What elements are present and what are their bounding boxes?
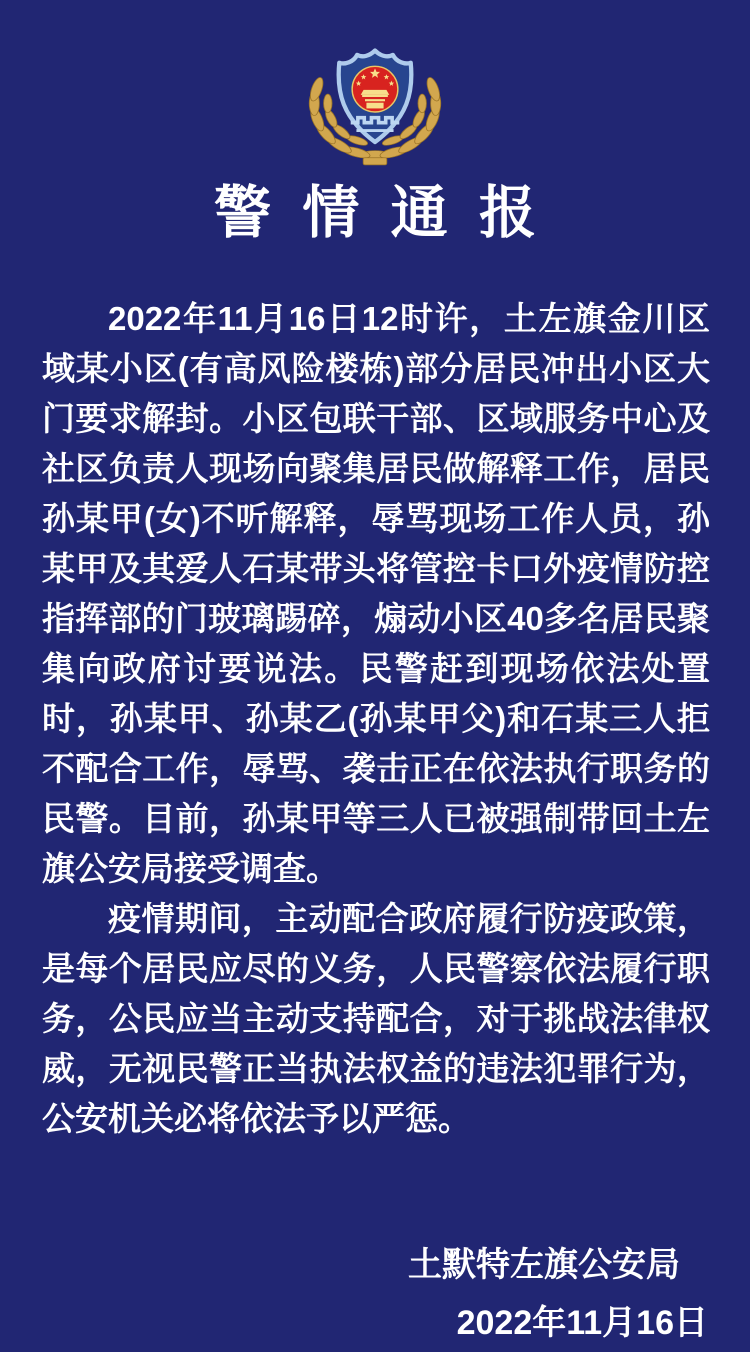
paragraph-statement: 疫情期间，主动配合政府履行防疫政策，是每个居民应尽的义务，人民警察依法履行职务，公民应当主动支持配合，对于挑战法律权威，无视民警正当执法权益的违法犯罪行为，公安机关必将依法予以严惩。 bbox=[42, 899, 710, 1137]
paragraph-incident: 2022年11月16日12时许，土左旗金川区域某小区(有高风险楼栋)部分居民冲出小区大门要求解封。小区包联干部、区域服务中心及社区负责人现场向聚集居民做解释工作，居民孙某甲(女)不听解释，辱骂现场工作人员，孙某甲及其爱人石某带头将管控卡口外疫情防控指挥部的门玻璃踢碎，煽动小区40多名居民聚集向政府讨要说法。民警赶到现场依法处置时，孙某甲、孙某乙(孙某甲父)和石某三人拒不配合工作，辱骂、袭击正在依法执行职务的民警。目前，孙某甲等三人已被强制带回土左旗公安局接受调查。 bbox=[42, 299, 710, 887]
issue-date: 2022年11月16日 bbox=[456, 1303, 708, 1342]
badge-container bbox=[0, 0, 750, 172]
issuing-agency: 土默特左旗公安局 bbox=[408, 1245, 680, 1284]
notice-body bbox=[0, 294, 750, 1144]
signature-block bbox=[0, 1236, 750, 1352]
page-title: 警情通报 bbox=[213, 181, 568, 245]
police-badge-icon bbox=[296, 32, 454, 172]
